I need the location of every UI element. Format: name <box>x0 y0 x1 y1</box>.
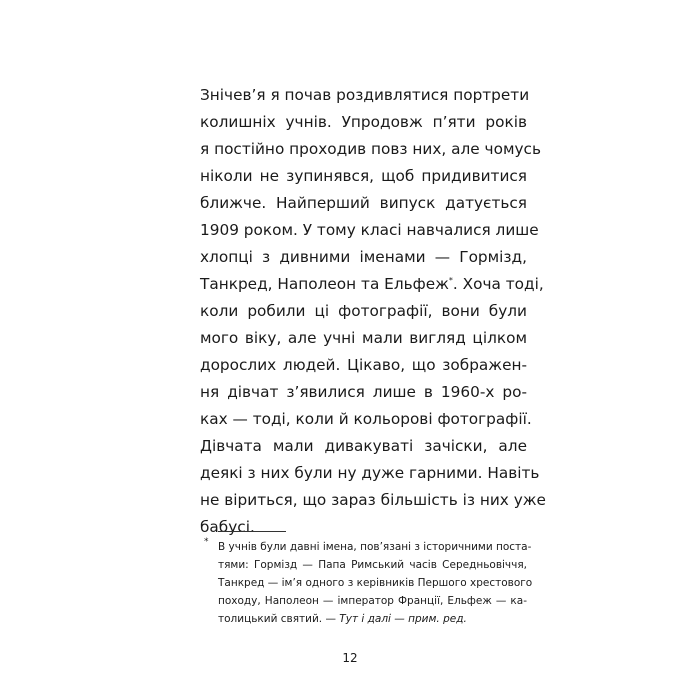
body-line-text: Танкред, Наполеон та Ельфеж <box>200 275 449 293</box>
body-line: ніколи не зупинявся, щоб придивитися <box>200 167 527 185</box>
footnote-plain-text: толицький святий. — <box>218 613 340 625</box>
footnote-marker: * <box>204 537 209 547</box>
footnote-line <box>218 610 527 628</box>
footnote-reference[interactable]: * <box>448 275 453 285</box>
footnote-line: походу, Наполеон — імператор Франції, Ельфеж — ка- <box>218 595 527 607</box>
body-line: мого віку, але учні мали вигляд цілком <box>200 329 527 347</box>
body-line: дорослих людей. Цікаво, що зображен- <box>200 356 527 374</box>
body-line: ближче. Найперший випуск датується <box>200 194 527 212</box>
footnote-text <box>218 538 533 628</box>
body-line-continuation: . Хоча тоді, <box>452 275 544 293</box>
page-number: 12 <box>342 651 358 665</box>
editor-note: Тут і далі — прим. ред. <box>339 613 467 625</box>
footnote-line: тями: Гормізд — Папа Римський часів Середньовіччя, <box>218 559 527 571</box>
footnote-line: В учнів були давні імена, пов’язані з історичними поста- <box>218 541 532 553</box>
body-line: бабусі. <box>200 518 255 536</box>
body-line: Дівчата мали дивакуваті зачіски, але <box>200 437 527 455</box>
body-line: хлопці з дивними іменами — Гормізд, <box>200 248 527 266</box>
body-text <box>200 82 546 541</box>
body-line: ня дівчат з’явилися лише в 1960-х ро- <box>200 383 527 401</box>
body-line: коли робили ці фотографії, вони були <box>200 302 527 320</box>
body-line: 1909 роком. У тому класі навчалися лише <box>200 221 539 239</box>
body-line: ках — тоді, коли й кольорові фотографії. <box>200 410 532 428</box>
body-line: деякі з них були ну дуже гарними. Навіть <box>200 464 540 482</box>
footnote-divider <box>218 531 286 532</box>
body-line: не віриться, що зараз більшість із них уже <box>200 491 546 509</box>
body-line-with-footnote <box>200 271 544 298</box>
footnote-line: Танкред — ім’я одного з керівників Першого хрестового <box>218 577 533 589</box>
body-line: колишніх учнів. Упродовж п’яти років <box>200 113 527 131</box>
body-line: я постійно проходив повз них, але чомусь <box>200 140 541 158</box>
body-line: Знічев’я я почав роздивлятися портрети <box>200 86 530 104</box>
